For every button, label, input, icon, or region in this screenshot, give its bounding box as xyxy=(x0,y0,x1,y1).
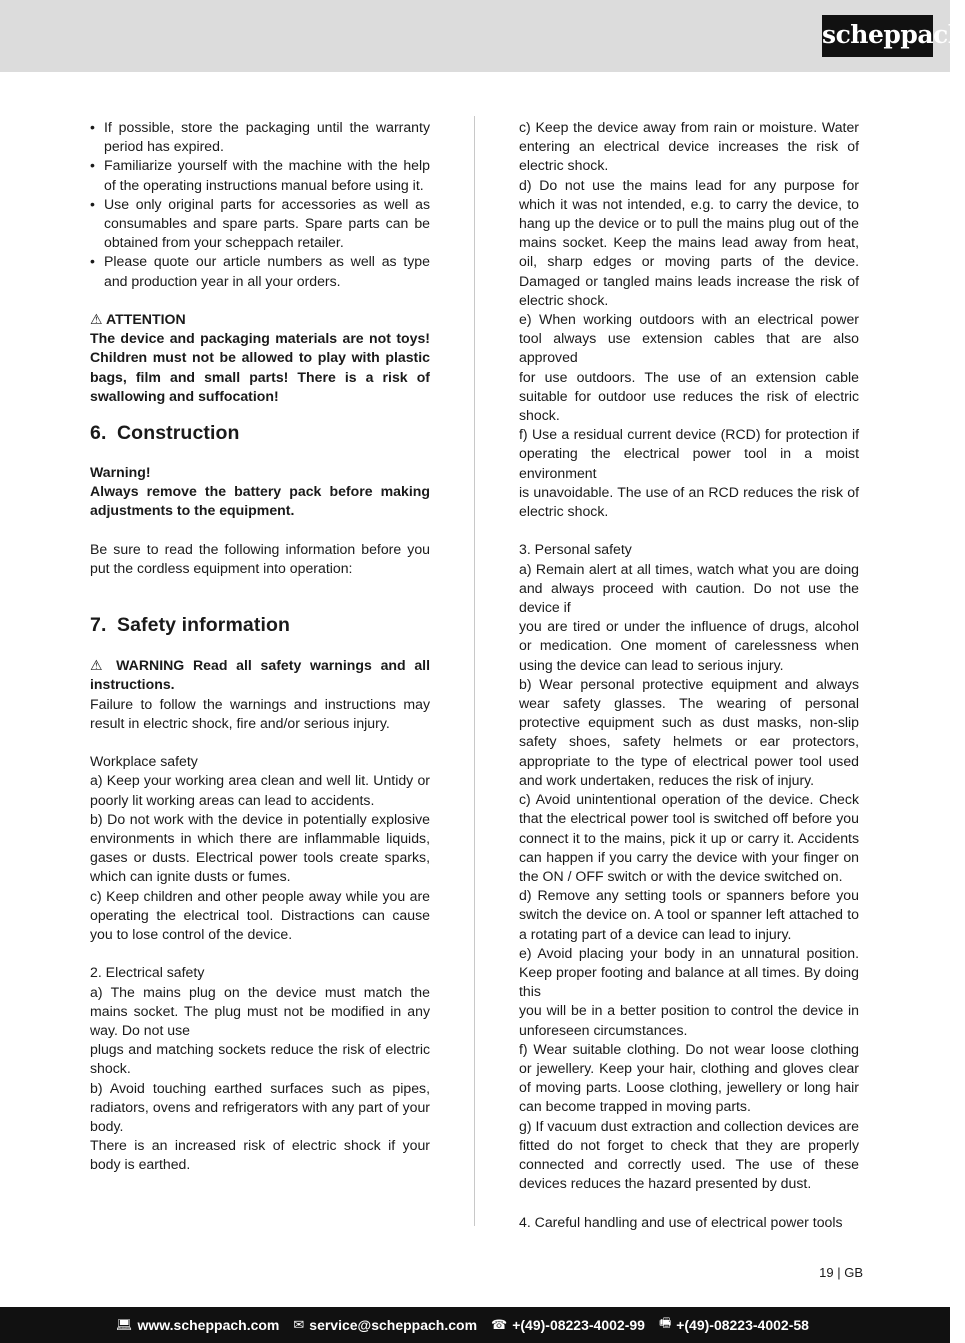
electrical-item-f: f) Use a residual current device (RCD) for protection if operating the electrical power tool in a moist environment xyxy=(519,426,859,481)
electrical-item-e: e) When working outdoors with an electrical power tool always use extension cables that are also approved xyxy=(519,311,859,366)
electrical-item-f-cont: is unavoidable. The use of an RCD reduces the risk of electric shock. xyxy=(519,483,859,520)
electrical-item-a: a) The mains plug on the device must match the mains socket. The plug must not be modified in any way. Do not use xyxy=(90,983,430,1039)
footer-website[interactable] xyxy=(116,1317,279,1333)
phone-number: +(49)-08223-4002-99 xyxy=(512,1317,645,1333)
section-heading-construction: 6. Construction xyxy=(90,422,240,445)
electrical-item-c: c) Keep the device away from rain or moisture. Water entering an electrical device increases the risk of electric shock. xyxy=(519,119,859,174)
personal-item-b: b) Wear personal protective equipment and always wear safety glasses. The wearing of personal protective equipment such as dust masks, non-slip safety shoes, safety helmets or ear protectors, appropriate to the type of electrical power tool used and work undertaken, reduces the risk of injury. xyxy=(519,675,859,788)
personal-item-a: a) Remain alert at all times, watch what you are doing and always proceed with caution. Do not use the device if xyxy=(519,560,859,616)
page-number: 19 | GB xyxy=(819,1265,863,1280)
list-item: • Use only original parts for accessories as well as consumables and spare parts. Spare parts can be obtained from your scheppach retailer. xyxy=(90,195,430,251)
electrical-item-b: b) Avoid touching earthed surfaces such as pipes, radiators, ovens and refrigerators with any part of your body. xyxy=(90,1079,430,1135)
workplace-item-a: a) Keep your working area clean and well lit. Untidy or poorly lit working areas can lead to accidents. xyxy=(90,772,430,808)
bullet-icon: • xyxy=(90,195,95,212)
warning-label: Warning! xyxy=(90,464,151,481)
electrical-heading: 2. Electrical safety xyxy=(90,964,205,981)
footer-fax xyxy=(659,1314,809,1336)
left-column xyxy=(90,118,430,1175)
footer-bar xyxy=(0,1307,950,1343)
attention-text: The device and packaging materials are not toys! Children must not be allowed to play with plastic bags, film and small parts! There is a risk of swallowing and suffocation! xyxy=(90,330,430,404)
workplace-item-c: c) Keep children and other people away while you are operating the electrical tool. Distractions can cause you to lose control of the device. xyxy=(90,887,430,943)
workplace-item-b: b) Do not work with the device in potentially explosive environments in which there are inflammable liquids, gases or dusts. Electrical power tools create sparks, which can ignite dusts or fumes. xyxy=(90,810,430,885)
mail-icon: ✉︎ xyxy=(293,1317,305,1332)
bullet-icon: • xyxy=(90,119,95,135)
personal-item-g: g) If vacuum dust extraction and collection devices are fitted do not forget to check that they are properly connected and correctly used. The use of these devices reduces the hazard presented by dust. xyxy=(519,1117,859,1192)
footer-email[interactable] xyxy=(293,1317,477,1333)
personal-item-c: c) Avoid unintentional operation of the device. Check that the electrical power tool is switched off before you connect it to the mains, pick it up or carry it. Accidents can happen if you carry the device with your finger on the ON / OFF switch or with the device switched on. xyxy=(519,791,859,884)
right-column xyxy=(519,118,859,1232)
computer-icon: 💻︎ xyxy=(116,1317,133,1332)
safety-warning-text: Failure to follow the warnings and instructions may result in electric shock, fire and/or serious injury. xyxy=(90,695,430,731)
personal-item-e-cont: you will be in a better position to control the device in unforeseen circumstances. xyxy=(519,1002,859,1038)
list-item: • Please quote our article numbers as well as type and production year in all your orders. xyxy=(90,253,430,289)
list-item: • Familiarize yourself with the machine with the help of the operating instructions manual before using it. xyxy=(90,157,430,193)
section-heading-safety: 7. Safety information xyxy=(90,614,290,637)
footer-phone xyxy=(491,1317,645,1333)
column-divider xyxy=(474,116,475,1226)
personal-item-f: f) Wear suitable clothing. Do not wear loose clothing or jewellery. Keep your hair, clothing and gloves clear of moving parts. Loose clothing, jewellery or long hair can become trapped in moving parts. xyxy=(519,1040,859,1115)
attention-heading: ⚠ ATTENTION xyxy=(90,311,186,328)
email-link[interactable]: service@scheppach.com xyxy=(309,1317,478,1333)
bullet-icon: • xyxy=(90,253,95,270)
brand-logo: scheppach xyxy=(822,15,933,57)
electrical-item-a-cont: plugs and matching sockets reduce the risk of electric shock. xyxy=(90,1041,430,1077)
bullet-list xyxy=(90,118,430,291)
website-link[interactable]: www.scheppach.com xyxy=(137,1317,280,1333)
electrical-item-d: d) Do not use the mains lead for any purpose for which it was not intended, e.g. to carry the device, to hang up the device or to pull the mains plug out of the mains socket. Keep the mains lead away from heat, oil, sharp edges or moving parts of the device. Damaged or tangled mains leads increase the risk of electric shock. xyxy=(519,176,859,308)
personal-item-a-cont: you are tired or under the influence of drugs, alcohol or medication. One moment of carelessness when using the device can lead to serious injury. xyxy=(519,618,859,673)
warning-text: Always remove the battery pack before making adjustments to the equipment. xyxy=(90,483,430,519)
header-band xyxy=(0,0,950,72)
footer-contact-list xyxy=(116,1307,809,1343)
personal-item-e: e) Avoid placing your body in an unnatural position. Keep proper footing and balance at all times. By doing this xyxy=(519,944,859,1000)
careful-handling-heading: 4. Careful handling and use of electrical power tools xyxy=(519,1213,843,1230)
phone-icon: ☎︎ xyxy=(491,1317,508,1332)
personal-item-d: d) Remove any setting tools or spanners before you switch the device on. A tool or spanner left attached to a rotating part of a device can lead to injury. xyxy=(519,887,859,942)
construction-intro: Be sure to read the following information before you put the cordless equipment into operation: xyxy=(90,540,430,577)
personal-heading: 3. Personal safety xyxy=(519,541,632,558)
list-item: • If possible, store the packaging until the warranty period has expired. xyxy=(90,119,430,155)
bullet-icon: • xyxy=(90,157,95,174)
fax-icon: 🖷︎ xyxy=(658,1315,672,1330)
fax-number: +(49)-08223-4002-58 xyxy=(676,1317,809,1333)
electrical-item-b-cont: There is an increased risk of electric shock if your body is earthed. xyxy=(90,1137,430,1173)
warning-triangle-icon: ⚠ xyxy=(90,657,108,674)
workplace-heading: Workplace safety xyxy=(90,753,198,770)
warning-triangle-icon: ⚠ xyxy=(90,311,103,328)
safety-warning-heading: ⚠ WARNING Read all safety warnings and all instructions. xyxy=(90,657,431,693)
electrical-item-e-cont: for use outdoors. The use of an extension cable suitable for outdoor use reduces the risk of electric shock. xyxy=(519,368,859,424)
